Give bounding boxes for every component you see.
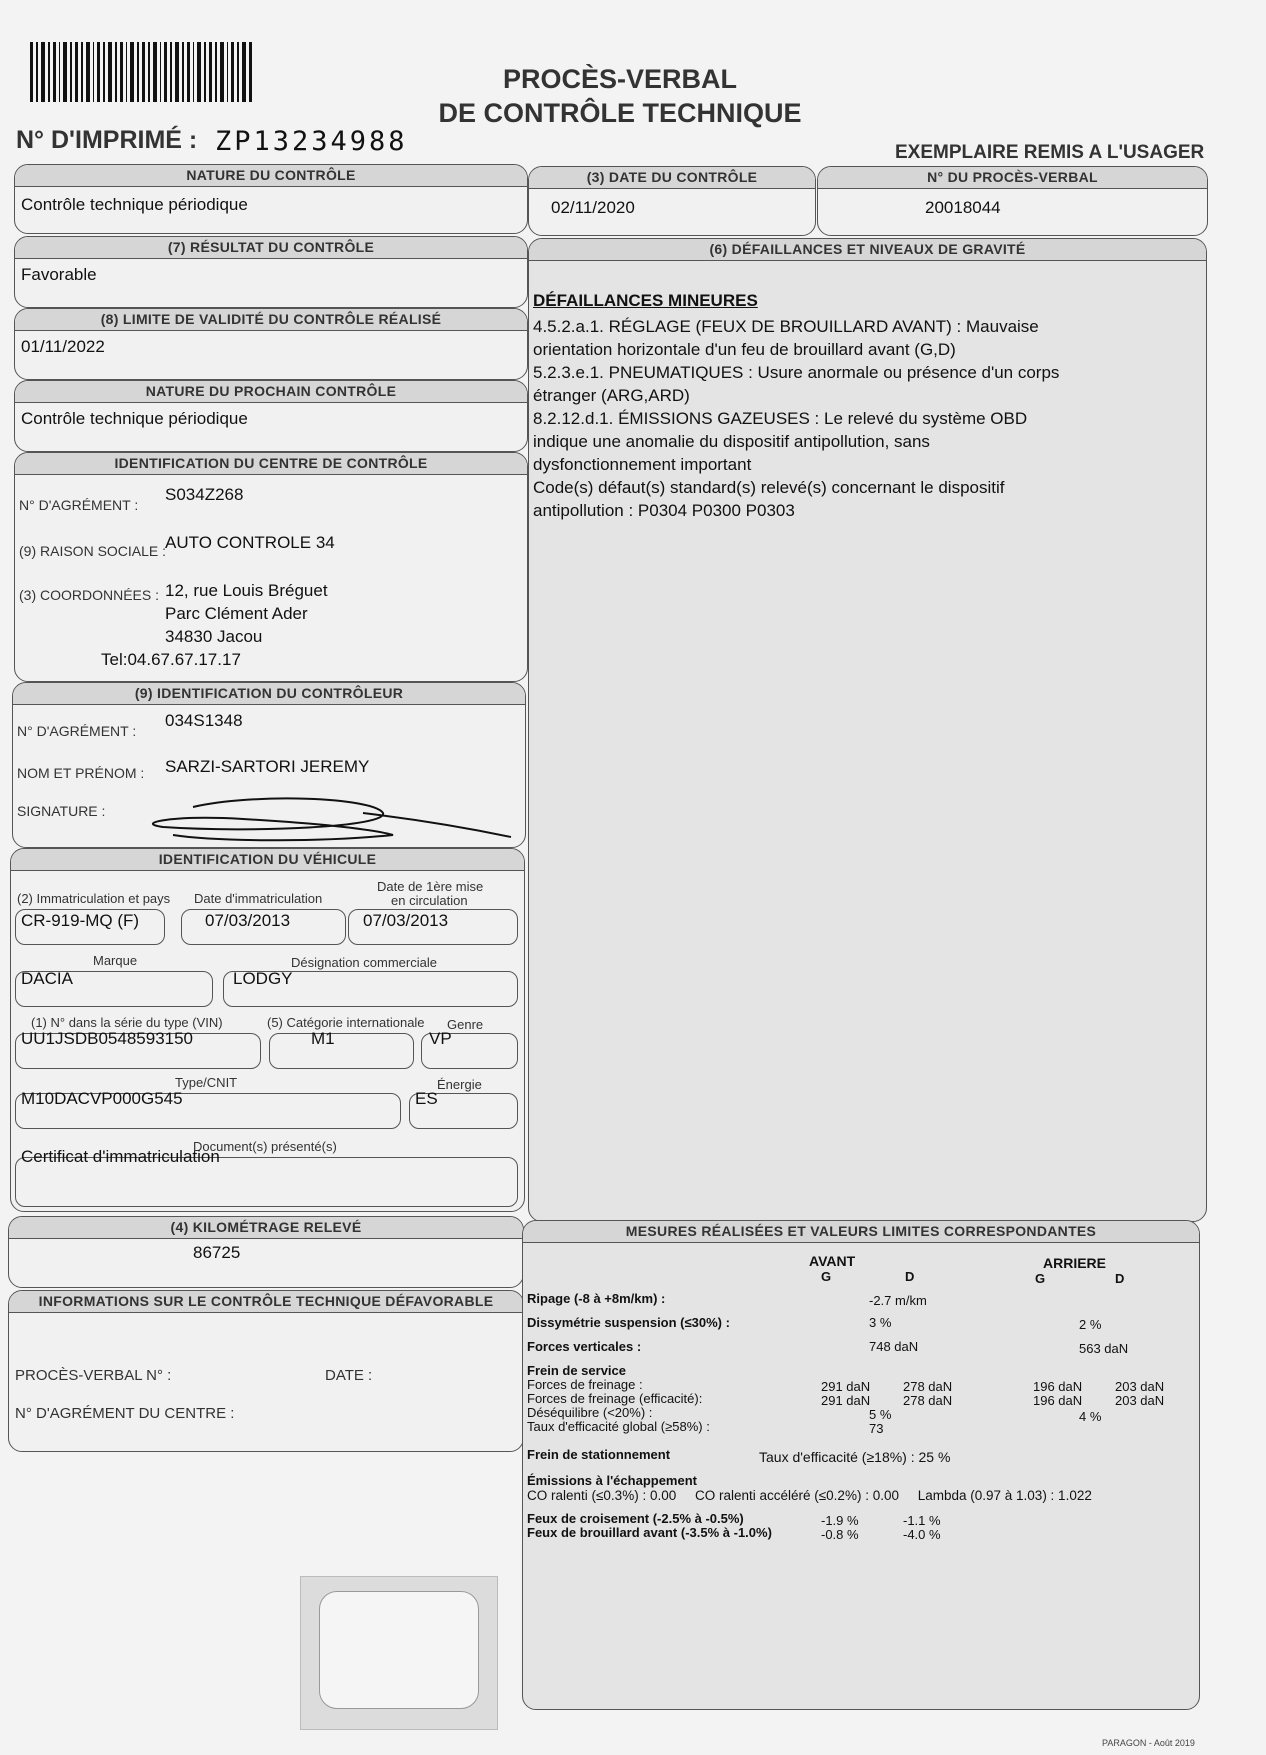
- controleur-box: [12, 682, 526, 848]
- taux-global-label: Taux d'efficacité global (≥58%) :: [527, 1419, 710, 1434]
- arriere-d-label: D: [1115, 1271, 1125, 1286]
- frein-service-label: Frein de service: [527, 1363, 626, 1378]
- coordonnees-label: (3) COORDONNÉES :: [19, 587, 160, 603]
- centre-agrement: S034Z268: [165, 485, 244, 504]
- ripage-value: -2.7 m/km: [869, 1293, 927, 1308]
- vin-label: (1) N° dans la série du type (VIN): [31, 1015, 223, 1030]
- desequilibre-label: Déséquilibre (<20%) :: [527, 1405, 653, 1420]
- numero-pv-header: N° DU PROCÈS-VERBAL: [818, 167, 1207, 189]
- controleur-agrement-label: N° D'AGRÉMENT :: [17, 723, 137, 739]
- mise-circulation-value: 07/03/2013: [363, 911, 449, 930]
- feux-croisement-g: -1.9 %: [821, 1513, 859, 1528]
- energie-label: Énergie: [437, 1077, 482, 1092]
- forces-verticales-label: Forces verticales :: [527, 1339, 642, 1354]
- address-line3: 34830 Jacou: [165, 627, 263, 646]
- document-title-line1: PROCÈS-VERBAL: [502, 64, 738, 94]
- ripage-label: Ripage (-8 à +8m/km) :: [527, 1291, 666, 1306]
- kilometrage-box: [8, 1216, 524, 1288]
- ff-arriere-g: 196 daN: [1033, 1379, 1083, 1394]
- forces-freinage-label: Forces de freinage :: [527, 1377, 643, 1392]
- barcode: [30, 42, 254, 102]
- numero-pv-value: 20018044: [925, 198, 1001, 217]
- vehicule-header: IDENTIFICATION DU VÉHICULE: [11, 849, 524, 871]
- vehicule-box: [10, 848, 525, 1212]
- date-immat-label: Date d'immatriculation: [194, 891, 323, 906]
- numero-pv-box: [817, 166, 1208, 236]
- type-value: M10DACVP000G545: [21, 1089, 183, 1108]
- ff-avant-g: 291 daN: [821, 1379, 871, 1394]
- centre-box: [14, 452, 528, 682]
- kilometrage-header: (4) KILOMÉTRAGE RELEVÉ: [9, 1217, 523, 1239]
- emissions-values: CO ralenti (≤0.3%) : 0.00 CO ralenti accéléré (≤0.2%) : 0.00 Lambda (0.97 à 1.03) : 1.022: [527, 1488, 1092, 1503]
- defavorable-date-label: DATE :: [325, 1367, 373, 1384]
- resultat-box: [14, 236, 528, 308]
- defaillance-line: antipollution : P0304 P0300 P0303: [533, 501, 795, 520]
- defaillance-line: Code(s) défaut(s) standard(s) relevé(s) concernant le dispositif: [533, 478, 1005, 497]
- frein-stationnement-value: Taux d'efficacité (≥18%) : 25 %: [759, 1449, 951, 1465]
- forces-verticales-avant: 748 daN: [869, 1339, 919, 1354]
- defaillance-line: orientation horizontale d'un feu de brouillard avant (G,D): [533, 340, 956, 359]
- dissymetrie-label: Dissymétrie suspension (≤30%) :: [527, 1315, 730, 1330]
- controleur-nom: SARZI-SARTORI JEREMY: [165, 757, 370, 776]
- defaillance-line: indique une anomalie du dispositif antipollution, sans: [533, 432, 930, 451]
- avant-d-label: D: [905, 1269, 915, 1284]
- defaillances-header: (6) DÉFAILLANCES ET NIVEAUX DE GRAVITÉ: [529, 239, 1206, 261]
- controleur-header: (9) IDENTIFICATION DU CONTRÔLEUR: [13, 683, 525, 705]
- feux-croisement-label: Feux de croisement (-2.5% à -0.5%): [527, 1511, 744, 1526]
- ffe-arriere-d: 203 daN: [1115, 1393, 1165, 1408]
- prochain-value: Contrôle technique périodique: [21, 409, 248, 428]
- mise-circulation-label1: Date de 1ère mise: [377, 879, 484, 894]
- date-controle-header: (3) DATE DU CONTRÔLE: [529, 167, 815, 189]
- imprime-label: N° D'IMPRIMÉ :: [16, 126, 198, 154]
- date-controle-value: 02/11/2020: [551, 198, 635, 217]
- ffe-arriere-g: 196 daN: [1033, 1393, 1083, 1408]
- limite-box: [14, 308, 528, 380]
- imprime-number: ZP13234988: [215, 126, 408, 157]
- telephone: Tel:04.67.67.17.17: [101, 650, 241, 669]
- defavorable-box: [8, 1290, 524, 1452]
- dissymetrie-arriere: 2 %: [1079, 1317, 1102, 1332]
- ff-arriere-d: 203 daN: [1115, 1379, 1165, 1394]
- energie-value: ES: [415, 1089, 438, 1108]
- defaillance-line: 5.2.3.e.1. PNEUMATIQUES : Usure anormale ou présence d'un corps: [533, 363, 1060, 382]
- ffe-avant-d: 278 daN: [903, 1393, 953, 1408]
- avant-label: AVANT: [809, 1253, 856, 1269]
- defaillances-box: [528, 238, 1207, 1222]
- date-controle-box: [528, 166, 816, 236]
- resultat-header: (7) RÉSULTAT DU CONTRÔLE: [15, 237, 527, 259]
- desequilibre-avant: 5 %: [869, 1407, 892, 1422]
- emissions-label: Émissions à l'échappement: [527, 1473, 697, 1488]
- desequilibre-arriere: 4 %: [1079, 1409, 1102, 1424]
- prochain-header: NATURE DU PROCHAIN CONTRÔLE: [15, 381, 527, 403]
- feux-brouillard-d: -4.0 %: [903, 1527, 941, 1542]
- documents-value: Certificat d'immatriculation: [21, 1147, 220, 1166]
- categorie-field: [269, 1033, 414, 1069]
- mise-circulation-label2: en circulation: [391, 893, 468, 908]
- feux-croisement-d: -1.1 %: [903, 1513, 941, 1528]
- address-line1: 12, rue Louis Bréguet: [165, 581, 328, 600]
- ff-avant-d: 278 daN: [903, 1379, 953, 1394]
- mesures-box: [522, 1220, 1200, 1710]
- resultat-value: Favorable: [21, 265, 97, 284]
- address-line2: Parc Clément Ader: [165, 604, 308, 623]
- defaillance-line: 4.5.2.a.1. RÉGLAGE (FEUX DE BROUILLARD AVANT) : Mauvaise: [533, 317, 1039, 336]
- exemplaire-label: EXEMPLAIRE REMIS A L'USAGER: [895, 142, 1205, 163]
- controleur-nom-label: NOM ET PRÉNOM :: [17, 765, 145, 781]
- defaillance-line: 8.2.12.d.1. ÉMISSIONS GAZEUSES : Le relevé du système OBD: [533, 409, 1028, 428]
- defavorable-agrement-label: N° D'AGRÉMENT DU CENTRE :: [15, 1405, 235, 1422]
- immat-value: CR-919-MQ (F): [21, 911, 140, 930]
- frein-stationnement-label: Frein de stationnement: [527, 1447, 671, 1462]
- defaillance-line: dysfonctionnement important: [533, 455, 752, 474]
- type-label: Type/CNIT: [175, 1075, 238, 1090]
- arriere-label: ARRIERE: [1043, 1255, 1107, 1271]
- categorie-label: (5) Catégorie internationale: [267, 1015, 425, 1030]
- raison-sociale: AUTO CONTROLE 34: [165, 533, 335, 552]
- window-opening: [319, 1591, 479, 1709]
- marque-label: Marque: [93, 953, 138, 968]
- documents-label: Document(s) présenté(s): [193, 1139, 337, 1154]
- dissymetrie-avant: 3 %: [869, 1315, 892, 1330]
- nature-controle-header: NATURE DU CONTRÔLE: [15, 165, 527, 187]
- feux-brouillard-g: -0.8 %: [821, 1527, 859, 1542]
- genre-value: VP: [429, 1029, 452, 1048]
- date-immat-value: 07/03/2013: [205, 911, 291, 930]
- prochain-box: [14, 380, 528, 452]
- limite-value: 01/11/2022: [21, 337, 105, 356]
- controleur-agrement: 034S1348: [165, 711, 243, 730]
- defaillances-list: [533, 315, 1193, 522]
- centre-agrement-label: N° D'AGRÉMENT :: [19, 497, 139, 513]
- signature-scribble-icon: [133, 793, 513, 845]
- window-frame: [300, 1576, 498, 1730]
- defavorable-header: INFORMATIONS SUR LE CONTRÔLE TECHNIQUE DÉFAVORABLE: [9, 1291, 523, 1313]
- centre-header: IDENTIFICATION DU CENTRE DE CONTRÔLE: [15, 453, 527, 475]
- signature-label: SIGNATURE :: [17, 803, 106, 819]
- ffe-avant-g: 291 daN: [821, 1393, 871, 1408]
- footer-print-ref: PARAGON - Août 2019: [1102, 1738, 1195, 1748]
- arriere-g-label: G: [1035, 1271, 1046, 1286]
- categorie-value: M1: [311, 1029, 335, 1048]
- designation-label: Désignation commerciale: [291, 955, 437, 970]
- avant-g-label: G: [821, 1269, 832, 1284]
- defavorable-pv-label: PROCÈS-VERBAL N° :: [15, 1367, 172, 1384]
- vin-value: UU1JSDB0548593150: [21, 1029, 194, 1048]
- defaillances-title: DÉFAILLANCES MINEURES: [533, 291, 758, 310]
- document-title-line2: DE CONTRÔLE TECHNIQUE: [438, 98, 802, 128]
- raison-sociale-label: (9) RAISON SOCIALE :: [19, 543, 167, 559]
- defaillance-line: étranger (ARG,ARD): [533, 386, 690, 405]
- designation-value: LODGY: [233, 969, 293, 988]
- genre-label: Genre: [447, 1017, 484, 1032]
- nature-controle-box: [14, 164, 528, 234]
- taux-global-value: 73: [869, 1421, 884, 1436]
- feux-brouillard-label: Feux de brouillard avant (-3.5% à -1.0%): [527, 1525, 772, 1540]
- limite-header: (8) LIMITE DE VALIDITÉ DU CONTRÔLE RÉALISÉ: [15, 309, 527, 331]
- nature-controle-value: Contrôle technique périodique: [21, 195, 248, 214]
- immat-label: (2) Immatriculation et pays: [17, 891, 171, 906]
- forces-efficacite-label: Forces de freinage (efficacité):: [527, 1391, 703, 1406]
- forces-verticales-arriere: 563 daN: [1079, 1341, 1129, 1356]
- kilometrage-value: 86725: [193, 1243, 241, 1262]
- mesures-header: MESURES RÉALISÉES ET VALEURS LIMITES CORRESPONDANTES: [523, 1221, 1199, 1243]
- marque-value: DACIA: [21, 969, 73, 988]
